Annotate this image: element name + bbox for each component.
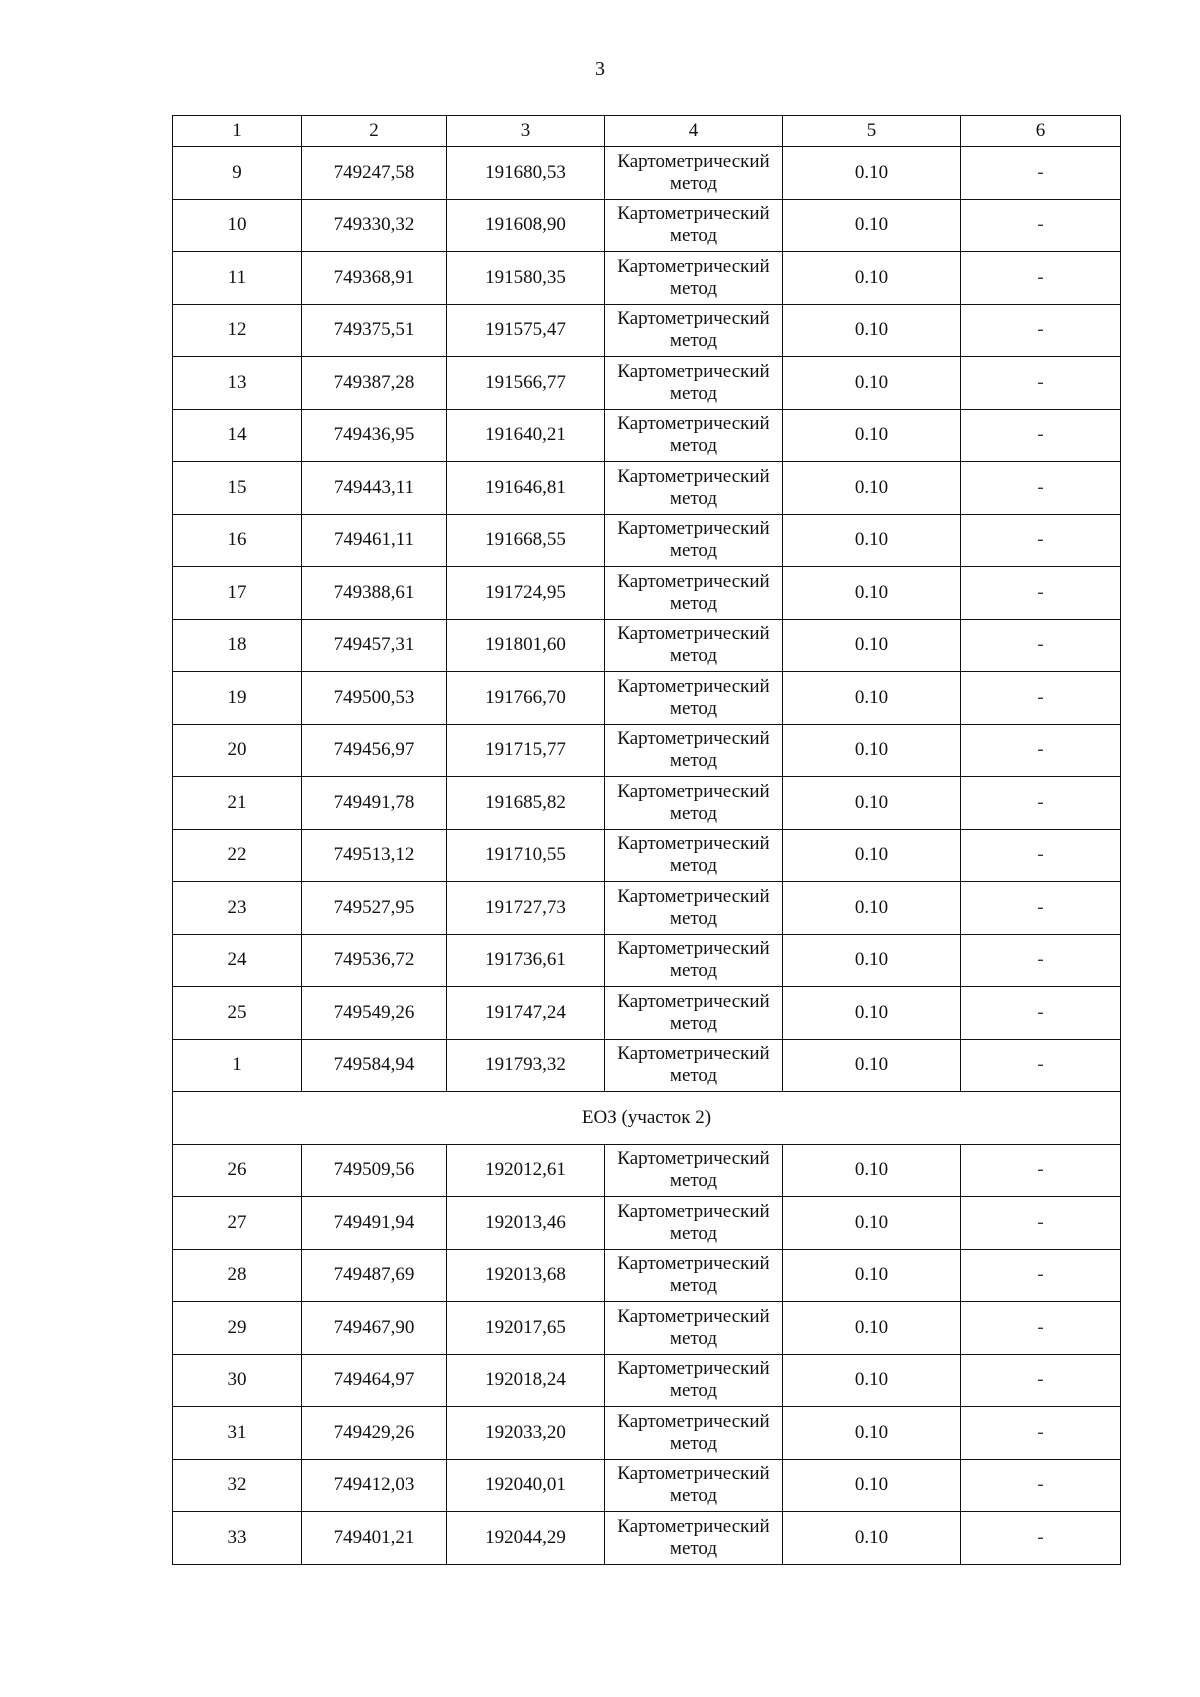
x-coordinate-cell: 749500,53 [302,672,447,725]
header-cell: 5 [783,116,961,147]
method-cell [605,357,783,410]
header-cell: 6 [961,116,1121,147]
method-cell [605,724,783,777]
method-line-1: Картометрический [617,1043,770,1065]
point-number-cell: 15 [173,462,302,515]
table-header-row [173,116,1121,147]
method-line-1: Картометрический [617,1200,770,1222]
x-coordinate-cell: 749368,91 [302,252,447,305]
point-number-cell: 11 [173,252,302,305]
table-row [173,514,1121,567]
y-coordinate-cell: 192033,20 [447,1407,605,1460]
accuracy-cell: 0.10 [783,934,961,987]
x-coordinate-cell: 749467,90 [302,1302,447,1355]
section-row [173,1092,1121,1145]
y-coordinate-cell: 191724,95 [447,567,605,620]
note-cell: - [961,1354,1121,1407]
header-cell: 4 [605,116,783,147]
y-coordinate-cell: 191580,35 [447,252,605,305]
table-row [173,1354,1121,1407]
method-cell [605,252,783,305]
note-cell: - [961,829,1121,882]
method-line-1: Картометрический [617,1515,770,1537]
accuracy-cell: 0.10 [783,147,961,200]
table-row [173,1459,1121,1512]
method-cell [605,199,783,252]
note-cell: - [961,1512,1121,1565]
x-coordinate-cell: 749388,61 [302,567,447,620]
point-number-cell: 23 [173,882,302,935]
table-row [173,724,1121,777]
method-cell [605,1407,783,1460]
table-row [173,199,1121,252]
point-number-cell: 24 [173,934,302,987]
x-coordinate-cell: 749247,58 [302,147,447,200]
method-cell [605,882,783,935]
accuracy-cell: 0.10 [783,462,961,515]
point-number-cell: 26 [173,1144,302,1197]
method-cell [605,567,783,620]
method-cell [605,1039,783,1092]
page-number: 3 [595,58,605,80]
y-coordinate-cell: 191566,77 [447,357,605,410]
method-line-1: Картометрический [617,308,770,330]
accuracy-cell: 0.10 [783,1512,961,1565]
method-line-2: метод [669,435,718,457]
table-row [173,619,1121,672]
y-coordinate-cell: 192017,65 [447,1302,605,1355]
point-number-cell: 27 [173,1197,302,1250]
method-line-2: метод [669,330,718,352]
method-cell [605,1512,783,1565]
accuracy-cell: 0.10 [783,409,961,462]
method-line-2: метод [669,1432,718,1454]
method-line-2: метод [669,1537,718,1559]
point-number-cell: 18 [173,619,302,672]
method-cell [605,619,783,672]
note-cell: - [961,882,1121,935]
note-cell: - [961,934,1121,987]
accuracy-cell: 0.10 [783,987,961,1040]
x-coordinate-cell: 749457,31 [302,619,447,672]
note-cell: - [961,619,1121,672]
point-number-cell: 16 [173,514,302,567]
point-number-cell: 21 [173,777,302,830]
y-coordinate-cell: 191736,61 [447,934,605,987]
method-cell [605,462,783,515]
method-line-1: Картометрический [617,1463,770,1485]
x-coordinate-cell: 749412,03 [302,1459,447,1512]
y-coordinate-cell: 192040,01 [447,1459,605,1512]
table-row [173,987,1121,1040]
accuracy-cell: 0.10 [783,252,961,305]
method-cell [605,147,783,200]
method-line-1: Картометрический [617,255,770,277]
x-coordinate-cell: 749375,51 [302,304,447,357]
method-line-1: Картометрический [617,1305,770,1327]
method-line-2: метод [669,750,718,772]
point-number-cell: 22 [173,829,302,882]
method-line-2: метод [669,1012,718,1034]
method-line-2: метод [669,277,718,299]
note-cell: - [961,567,1121,620]
note-cell: - [961,724,1121,777]
method-line-2: метод [669,645,718,667]
method-line-1: Картометрический [617,990,770,1012]
point-number-cell: 28 [173,1249,302,1302]
y-coordinate-cell: 191608,90 [447,199,605,252]
y-coordinate-cell: 191646,81 [447,462,605,515]
method-line-2: метод [669,1327,718,1349]
note-cell: - [961,252,1121,305]
note-cell: - [961,514,1121,567]
y-coordinate-cell: 191727,73 [447,882,605,935]
point-number-cell: 29 [173,1302,302,1355]
table-row [173,357,1121,410]
accuracy-cell: 0.10 [783,1144,961,1197]
method-cell [605,1197,783,1250]
accuracy-cell: 0.10 [783,567,961,620]
method-line-2: метод [669,592,718,614]
method-line-1: Картометрический [617,728,770,750]
accuracy-cell: 0.10 [783,199,961,252]
point-number-cell: 32 [173,1459,302,1512]
note-cell: - [961,1302,1121,1355]
accuracy-cell: 0.10 [783,514,961,567]
point-number-cell: 14 [173,409,302,462]
table-row [173,1512,1121,1565]
x-coordinate-cell: 749584,94 [302,1039,447,1092]
point-number-cell: 19 [173,672,302,725]
accuracy-cell: 0.10 [783,882,961,935]
y-coordinate-cell: 191801,60 [447,619,605,672]
note-cell: - [961,1144,1121,1197]
y-coordinate-cell: 191640,21 [447,409,605,462]
y-coordinate-cell: 192044,29 [447,1512,605,1565]
x-coordinate-cell: 749401,21 [302,1512,447,1565]
point-number-cell: 13 [173,357,302,410]
y-coordinate-cell: 191747,24 [447,987,605,1040]
method-cell [605,1249,783,1302]
point-number-cell: 25 [173,987,302,1040]
note-cell: - [961,1407,1121,1460]
method-line-1: Картометрический [617,465,770,487]
accuracy-cell: 0.10 [783,619,961,672]
table-row [173,1197,1121,1250]
x-coordinate-cell: 749491,94 [302,1197,447,1250]
x-coordinate-cell: 749443,11 [302,462,447,515]
method-cell [605,304,783,357]
header-cell: 3 [447,116,605,147]
x-coordinate-cell: 749387,28 [302,357,447,410]
y-coordinate-cell: 192018,24 [447,1354,605,1407]
method-line-2: метод [669,540,718,562]
note-cell: - [961,147,1121,200]
method-cell [605,987,783,1040]
y-coordinate-cell: 191710,55 [447,829,605,882]
y-coordinate-cell: 192012,61 [447,1144,605,1197]
accuracy-cell: 0.10 [783,1197,961,1250]
x-coordinate-cell: 749513,12 [302,829,447,882]
table-row [173,304,1121,357]
x-coordinate-cell: 749461,11 [302,514,447,567]
point-number-cell: 1 [173,1039,302,1092]
method-cell [605,409,783,462]
note-cell: - [961,199,1121,252]
note-cell: - [961,1249,1121,1302]
section-title: ЕОЗ (участок 2) [173,1092,1121,1145]
accuracy-cell: 0.10 [783,1407,961,1460]
header-cell: 2 [302,116,447,147]
method-line-2: метод [669,172,718,194]
table-row [173,252,1121,305]
table-row [173,567,1121,620]
method-line-2: метод [669,1222,718,1244]
x-coordinate-cell: 749456,97 [302,724,447,777]
method-line-2: метод [669,907,718,929]
method-line-1: Картометрический [617,203,770,225]
x-coordinate-cell: 749527,95 [302,882,447,935]
note-cell: - [961,462,1121,515]
method-line-1: Картометрический [617,675,770,697]
x-coordinate-cell: 749509,56 [302,1144,447,1197]
table-row [173,882,1121,935]
method-line-2: метод [669,1170,718,1192]
point-number-cell: 17 [173,567,302,620]
method-line-1: Картометрический [617,570,770,592]
method-line-1: Картометрический [617,360,770,382]
method-cell [605,1459,783,1512]
method-cell [605,1302,783,1355]
table-row [173,934,1121,987]
accuracy-cell: 0.10 [783,724,961,777]
accuracy-cell: 0.10 [783,357,961,410]
table-row [173,1144,1121,1197]
method-line-2: метод [669,1485,718,1507]
y-coordinate-cell: 192013,68 [447,1249,605,1302]
note-cell: - [961,409,1121,462]
method-line-1: Картометрический [617,1358,770,1380]
x-coordinate-cell: 749549,26 [302,987,447,1040]
point-number-cell: 20 [173,724,302,777]
x-coordinate-cell: 749429,26 [302,1407,447,1460]
method-line-2: метод [669,225,718,247]
method-cell [605,829,783,882]
x-coordinate-cell: 749436,95 [302,409,447,462]
y-coordinate-cell: 192013,46 [447,1197,605,1250]
accuracy-cell: 0.10 [783,1354,961,1407]
accuracy-cell: 0.10 [783,1459,961,1512]
note-cell: - [961,1197,1121,1250]
note-cell: - [961,357,1121,410]
method-line-2: метод [669,382,718,404]
x-coordinate-cell: 749464,97 [302,1354,447,1407]
method-line-1: Картометрический [617,938,770,960]
accuracy-cell: 0.10 [783,1249,961,1302]
y-coordinate-cell: 191715,77 [447,724,605,777]
table-row [173,1407,1121,1460]
method-cell [605,672,783,725]
method-cell [605,777,783,830]
point-number-cell: 33 [173,1512,302,1565]
y-coordinate-cell: 191793,32 [447,1039,605,1092]
table-row [173,672,1121,725]
method-line-1: Картометрический [617,518,770,540]
note-cell: - [961,777,1121,830]
point-number-cell: 31 [173,1407,302,1460]
method-line-2: метод [669,697,718,719]
table-row [173,1302,1121,1355]
method-line-1: Картометрический [617,780,770,802]
note-cell: - [961,987,1121,1040]
x-coordinate-cell: 749536,72 [302,934,447,987]
method-cell [605,514,783,567]
table-row [173,1249,1121,1302]
method-line-1: Картометрический [617,833,770,855]
accuracy-cell: 0.10 [783,777,961,830]
y-coordinate-cell: 191680,53 [447,147,605,200]
y-coordinate-cell: 191685,82 [447,777,605,830]
method-line-2: метод [669,1380,718,1402]
x-coordinate-cell: 749491,78 [302,777,447,830]
method-cell [605,1144,783,1197]
table-row [173,462,1121,515]
method-cell [605,934,783,987]
x-coordinate-cell: 749330,32 [302,199,447,252]
point-number-cell: 10 [173,199,302,252]
accuracy-cell: 0.10 [783,1302,961,1355]
table-row [173,147,1121,200]
accuracy-cell: 0.10 [783,672,961,725]
method-line-1: Картометрический [617,413,770,435]
table-row [173,409,1121,462]
point-number-cell: 30 [173,1354,302,1407]
method-line-2: метод [669,960,718,982]
method-line-2: метод [669,487,718,509]
table-row [173,1039,1121,1092]
method-line-2: метод [669,802,718,824]
note-cell: - [961,304,1121,357]
header-cell: 1 [173,116,302,147]
point-number-cell: 9 [173,147,302,200]
method-line-2: метод [669,1275,718,1297]
method-line-1: Картометрический [617,1148,770,1170]
point-number-cell: 12 [173,304,302,357]
y-coordinate-cell: 191575,47 [447,304,605,357]
method-line-1: Картометрический [617,1410,770,1432]
x-coordinate-cell: 749487,69 [302,1249,447,1302]
accuracy-cell: 0.10 [783,1039,961,1092]
note-cell: - [961,1459,1121,1512]
coordinates-table [172,115,1121,1565]
method-line-1: Картометрический [617,150,770,172]
accuracy-cell: 0.10 [783,304,961,357]
method-line-2: метод [669,1065,718,1087]
y-coordinate-cell: 191668,55 [447,514,605,567]
note-cell: - [961,672,1121,725]
method-line-1: Картометрический [617,623,770,645]
table-row [173,829,1121,882]
method-cell [605,1354,783,1407]
method-line-2: метод [669,855,718,877]
table-row [173,777,1121,830]
method-line-1: Картометрический [617,1253,770,1275]
method-line-1: Картометрический [617,885,770,907]
y-coordinate-cell: 191766,70 [447,672,605,725]
note-cell: - [961,1039,1121,1092]
accuracy-cell: 0.10 [783,829,961,882]
